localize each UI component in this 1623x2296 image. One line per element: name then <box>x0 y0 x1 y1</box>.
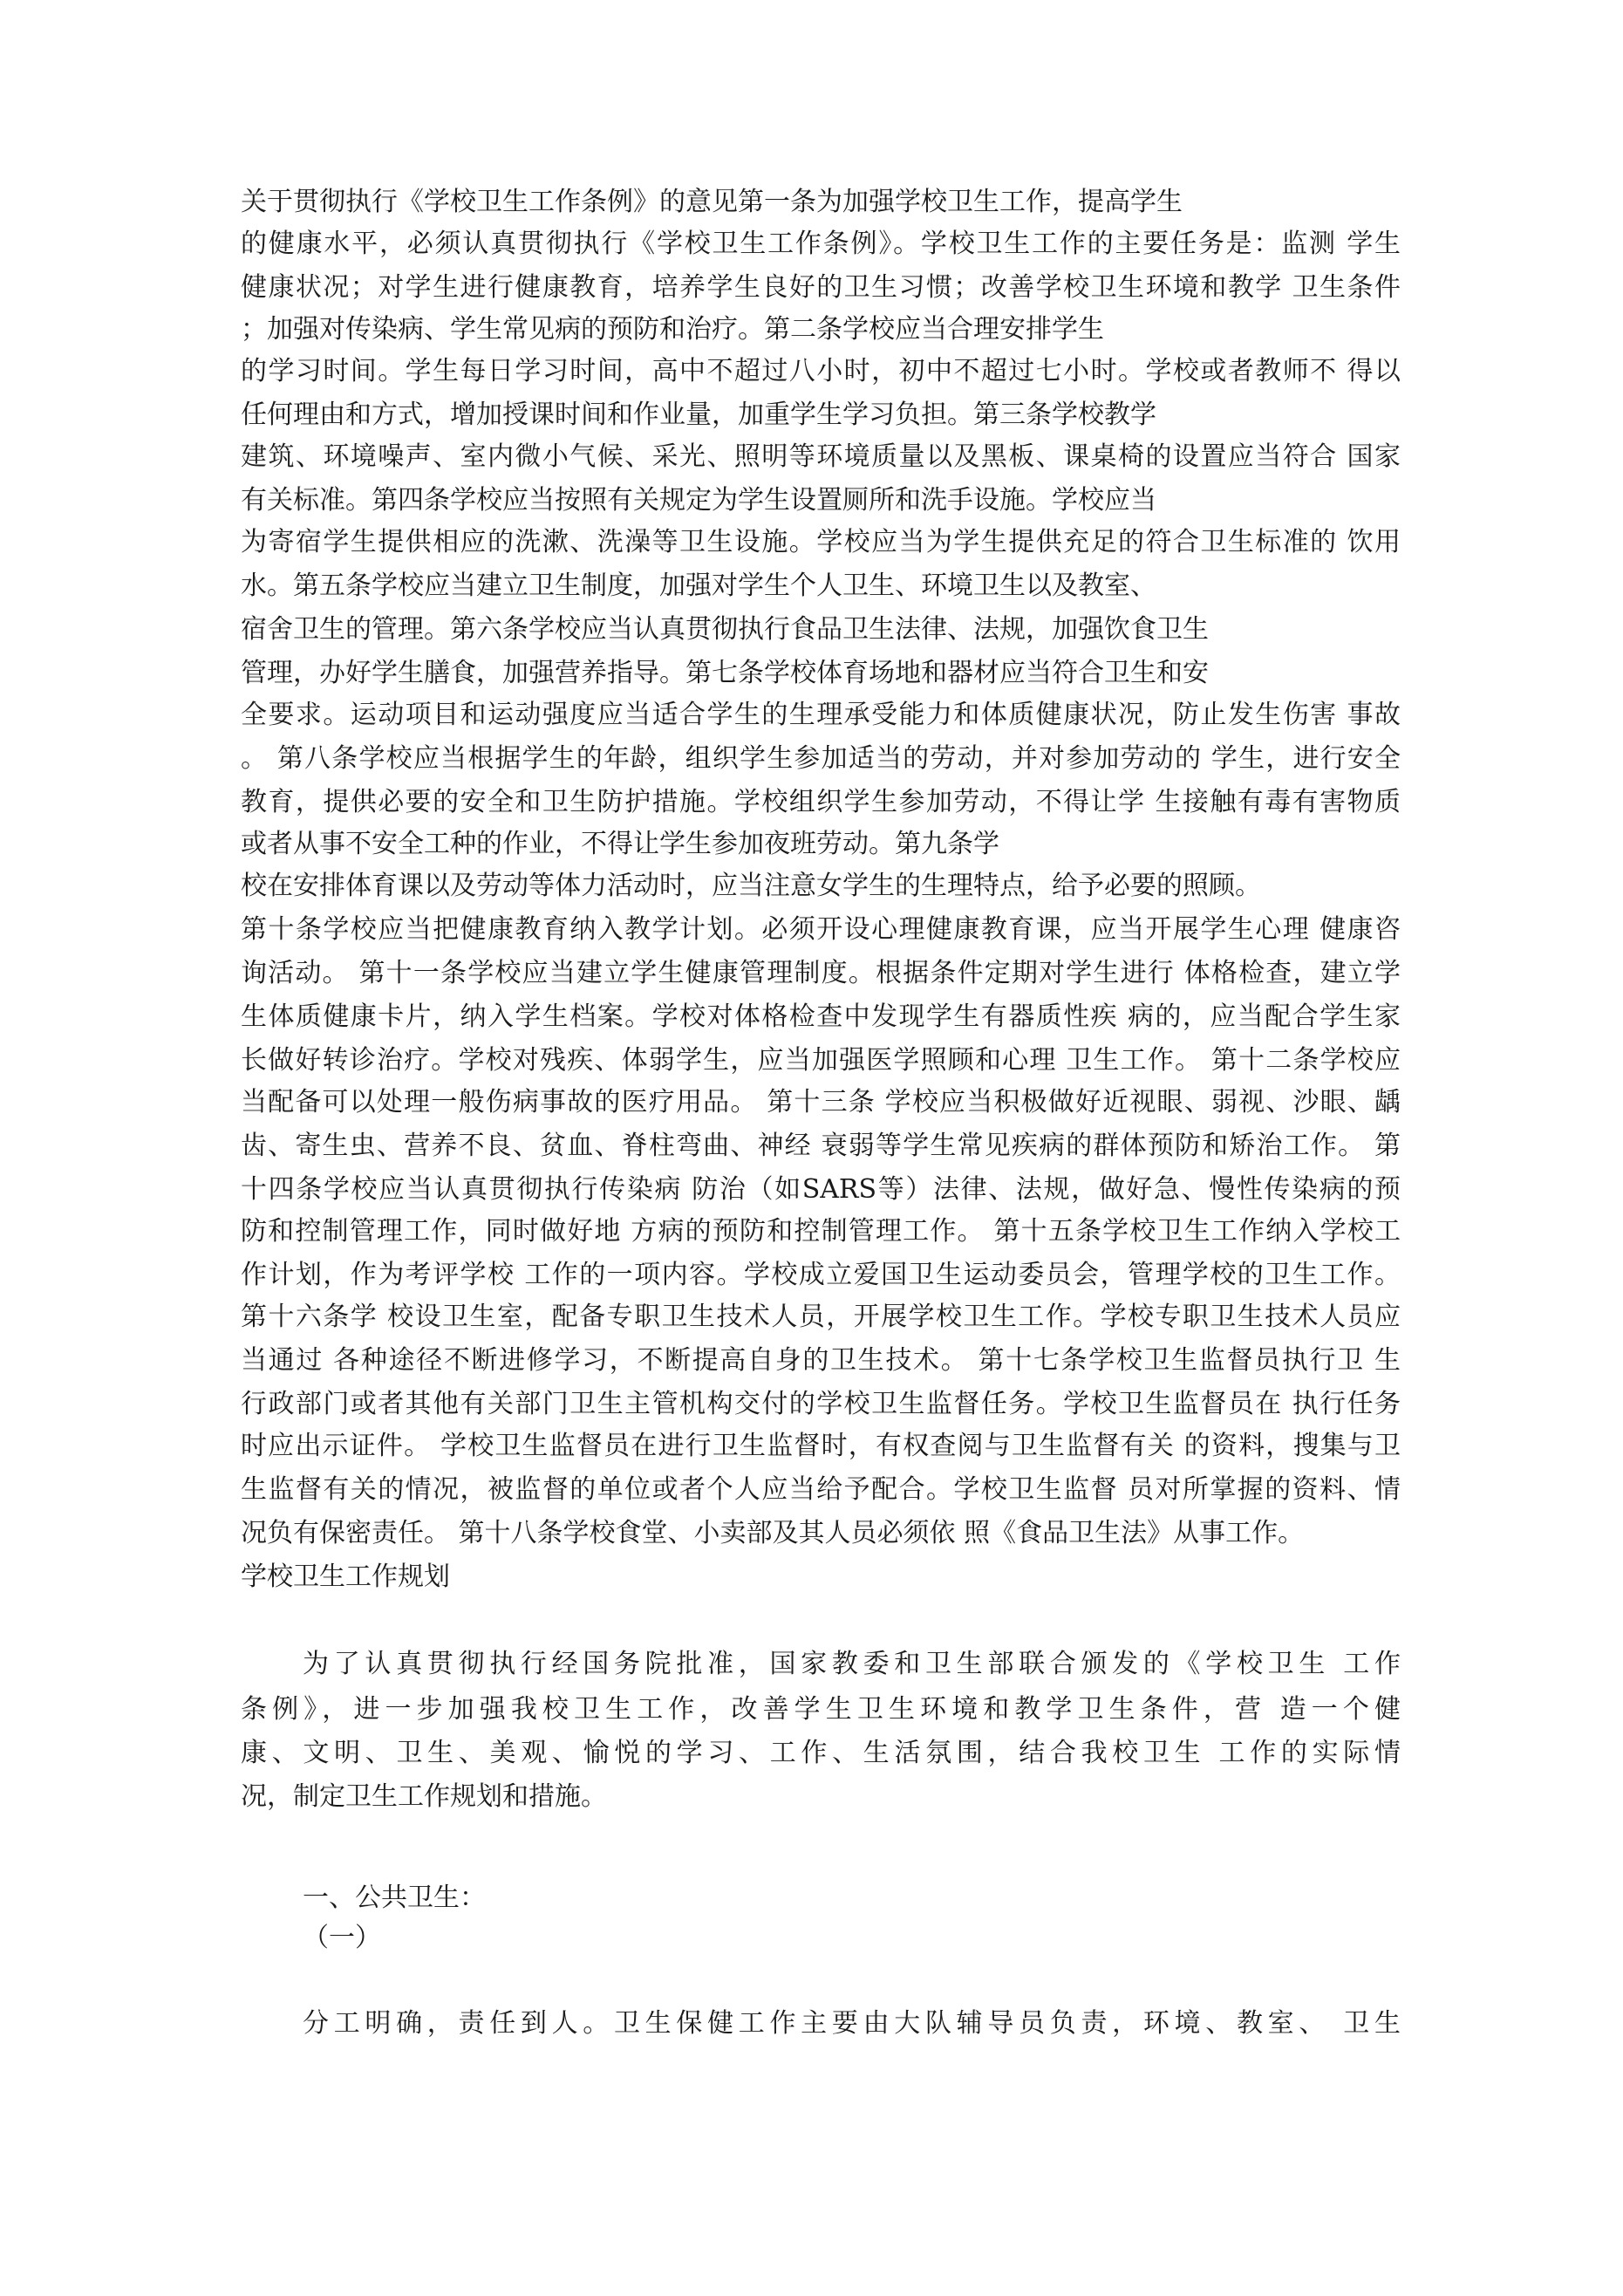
text-line: 管理，办好学生膳食，加强营养指导。第七条学校体育场地和器材应当符合卫生和安 <box>241 658 1209 688</box>
text-line: 第十条学校应当把健康教育纳入教学计划。必须开设心理健康教育课，应当开展学生心理 健康咨 <box>241 914 1401 945</box>
text-line: 康、文明、卫生、美观、愉悦的学习、工作、生活氛围，结合我校卫生 工作的实际情 <box>241 1738 1401 1768</box>
text-line: 宿舍卫生的管理。第六条学校应当认真贯彻执行食品卫生法律、法规，加强饮食卫生 <box>241 614 1209 645</box>
text-line: 的学习时间。学生每日学习时间，高中不超过八小时，初中不超过七小时。学校或者教师不 得以 <box>241 356 1401 386</box>
text-line: 况负有保密责任。 第十八条学校食堂、小卖部及其人员必须依 照《食品卫生法》从事工作。 <box>241 1518 1305 1548</box>
text-line: 第十六条学 校设卫生室，配备专职卫生技术人员，开展学校卫生工作。学校专职卫生技术人员应 <box>241 1302 1401 1332</box>
text-line: 生体质健康卡片，纳入学生档案。学校对体格检查中发现学生有器质性疾 病的，应当配合学生家 <box>241 1001 1401 1032</box>
text-line: 关于贯彻执行《学校卫生工作条例》的意见第一条为加强学校卫生工作，提高学生 <box>241 187 1183 217</box>
text-line: 健康状况；对学生进行健康教育，培养学生良好的卫生习惯；改善学校卫生环境和教学 卫生条件 <box>241 272 1401 303</box>
subsection-label: （一） <box>303 1923 381 1953</box>
text-line: 的健康水平，必须认真贯彻执行《学校卫生工作条例》。学校卫生工作的主要任务是：监测 学生 <box>241 229 1401 259</box>
text-line: 齿、寄生虫、营养不良、贫血、脊柱弯曲、神经 衰弱等学生常见疾病的群体预防和矫治工作。 第 <box>241 1131 1401 1161</box>
text-line: 或者从事不安全工种的作业，不得让学生参加夜班劳动。第九条学 <box>241 829 999 859</box>
text-line: 建筑、环境噪声、室内微小气候、采光、照明等环境质量以及黑板、课桌椅的设置应当符合 国家 <box>241 441 1401 472</box>
text-line: 生监督有关的情况，被监督的单位或者个人应当给予配合。学校卫生监督 员对所掌握的资料、情 <box>241 1474 1401 1505</box>
text-line: 为寄宿学生提供相应的洗漱、洗澡等卫生设施。学校应当为学生提供充足的符合卫生标准的 饮用 <box>241 527 1401 557</box>
text-line: 校在安排体育课以及劳动等体力活动时，应当注意女学生的生理特点，给予必要的照顾。 <box>241 871 1261 901</box>
text-line: 教育，提供必要的安全和卫生防护措施。学校组织学生参加劳动，不得让学 生接触有毒有害物质 <box>241 787 1401 817</box>
text-line: 时应出示证件。 学校卫生监督员在进行卫生监督时，有权查阅与卫生监督有关 的资料，搜集与卫 <box>241 1431 1401 1461</box>
section-title: 一、公共卫生： <box>303 1883 486 1913</box>
text-line: 询活动。 第十一条学校应当建立学生健康管理制度。根据条件定期对学生进行 体格检查，建立学 <box>241 958 1401 988</box>
text-line: 条例》，进一步加强我校卫生工作，改善学生卫生环境和教学卫生条件，营 造一个健 <box>241 1694 1401 1725</box>
text-line: ；加强对传染病、学生常见病的预防和治疗。第二条学校应当合理安排学生 <box>241 314 1104 345</box>
text-line: 水。第五条学校应当建立卫生制度，加强对学生个人卫生、环境卫生以及教室、 <box>241 571 1156 601</box>
text-line: 况，制定卫生工作规划和措施。 <box>241 1781 607 1812</box>
text-line: 任何理由和方式，增加授课时间和作业量，加重学生学习负担。第三条学校教学 <box>241 400 1156 430</box>
text-line: 有关标准。第四条学校应当按照有关规定为学生设置厕所和洗手设施。学校应当 <box>241 485 1156 516</box>
text-line: 作计划，作为考评学校 工作的一项内容。学校成立爱国卫生运动委员会，管理学校的卫生工作。 <box>241 1260 1401 1290</box>
text-line: 。 第八条学校应当根据学生的年龄，组织学生参加适当的劳动，并对参加劳动的 学生，进行安全 <box>241 743 1401 774</box>
text-line: 为了认真贯彻执行经国务院批准，国家教委和卫生部联合颁发的《学校卫生 工作 <box>303 1649 1401 1679</box>
text-line: 当配备可以处理一般伤病事故的医疗用品。 第十三条 学校应当积极做好近视眼、弱视、沙眼、龋 <box>241 1087 1401 1117</box>
text-line: 全要求。运动项目和运动强度应当适合学生的生理承受能力和体质健康状况，防止发生伤害 事故 <box>241 700 1401 730</box>
text-line: 当通过 各种途径不断进修学习，不断提高自身的卫生技术。 第十七条学校卫生监督员执行卫 生 <box>241 1345 1401 1376</box>
text-line: 防和控制管理工作，同时做好地 方病的预防和控制管理工作。 第十五条学校卫生工作纳入学校工 <box>241 1216 1401 1247</box>
text-line: 十四条学校应当认真贯彻执行传染病 防治（如SARS等）法律、法规，做好急、慢性传染病的预 <box>241 1174 1401 1205</box>
text-line: 长做好转诊治疗。学校对残疾、体弱学生，应当加强医学照顾和心理 卫生工作。 第十二条学校应 <box>241 1045 1401 1076</box>
section-heading: 学校卫生工作规划 <box>241 1561 450 1592</box>
text-line: 行政部门或者其他有关部门卫生主管机构交付的学校卫生监督任务。学校卫生监督员在 执行任务 <box>241 1389 1401 1419</box>
text-line: 分工明确，责任到人。卫生保健工作主要由大队辅导员负责，环境、教室、 卫生 <box>303 2008 1401 2039</box>
